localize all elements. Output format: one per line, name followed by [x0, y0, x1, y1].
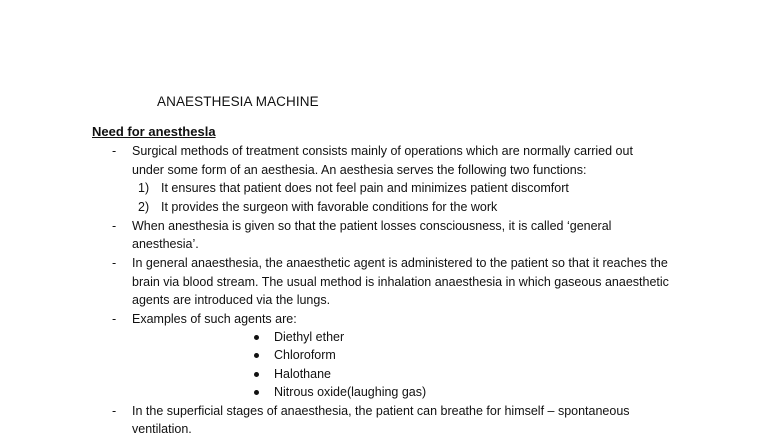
bullet-dot-icon — [254, 353, 259, 358]
paragraph-line: brain via blood stream. The usual method is inhalation anaesthesia in which gaseous anaesthetic — [132, 275, 669, 289]
paragraph-line: In the superficial stages of anaesthesia, the patient can breathe for himself – spontaneous — [132, 404, 630, 418]
bullet-dot-icon — [254, 335, 259, 340]
agent-item: Diethyl ether — [274, 330, 345, 344]
list-dash: - — [112, 144, 117, 158]
agent-item: Halothane — [274, 367, 331, 381]
paragraph-line: Examples of such agents are: — [132, 312, 297, 326]
bullet-dot-icon — [254, 372, 259, 377]
paragraph-line: When anesthesia is given so that the patient losses consciousness, it is called ‘general — [132, 219, 612, 233]
numbered-marker: 1) — [138, 181, 150, 195]
list-dash: - — [112, 256, 117, 270]
paragraph-line: agents are introduced via the lungs. — [132, 293, 331, 307]
paragraph-line: under some form of an aesthesia. An aesthesia serves the following two functions: — [132, 163, 587, 177]
agent-item: Chloroform — [274, 348, 336, 362]
numbered-marker: 2) — [138, 200, 150, 214]
paragraph-line: In general anaesthesia, the anaesthetic agent is administered to the patient so that it reaches the — [132, 256, 668, 270]
numbered-item: It provides the surgeon with favorable conditions for the work — [161, 200, 498, 214]
agent-item: Nitrous oxide(laughing gas) — [274, 385, 427, 399]
section-heading: Need for anesthesla — [92, 124, 216, 139]
paragraph-line: Surgical methods of treatment consists mainly of operations which are normally carried out — [132, 144, 633, 158]
paragraph-line: ventilation. — [132, 422, 192, 436]
list-dash: - — [112, 219, 117, 233]
list-dash: - — [112, 404, 117, 418]
document-title: ANAESTHESIA MACHINE — [157, 94, 319, 109]
numbered-item: It ensures that patient does not feel pain and minimizes patient discomfort — [161, 181, 569, 195]
list-dash: - — [112, 312, 117, 326]
paragraph-line: anesthesia’. — [132, 237, 199, 251]
bullet-dot-icon — [254, 390, 259, 395]
